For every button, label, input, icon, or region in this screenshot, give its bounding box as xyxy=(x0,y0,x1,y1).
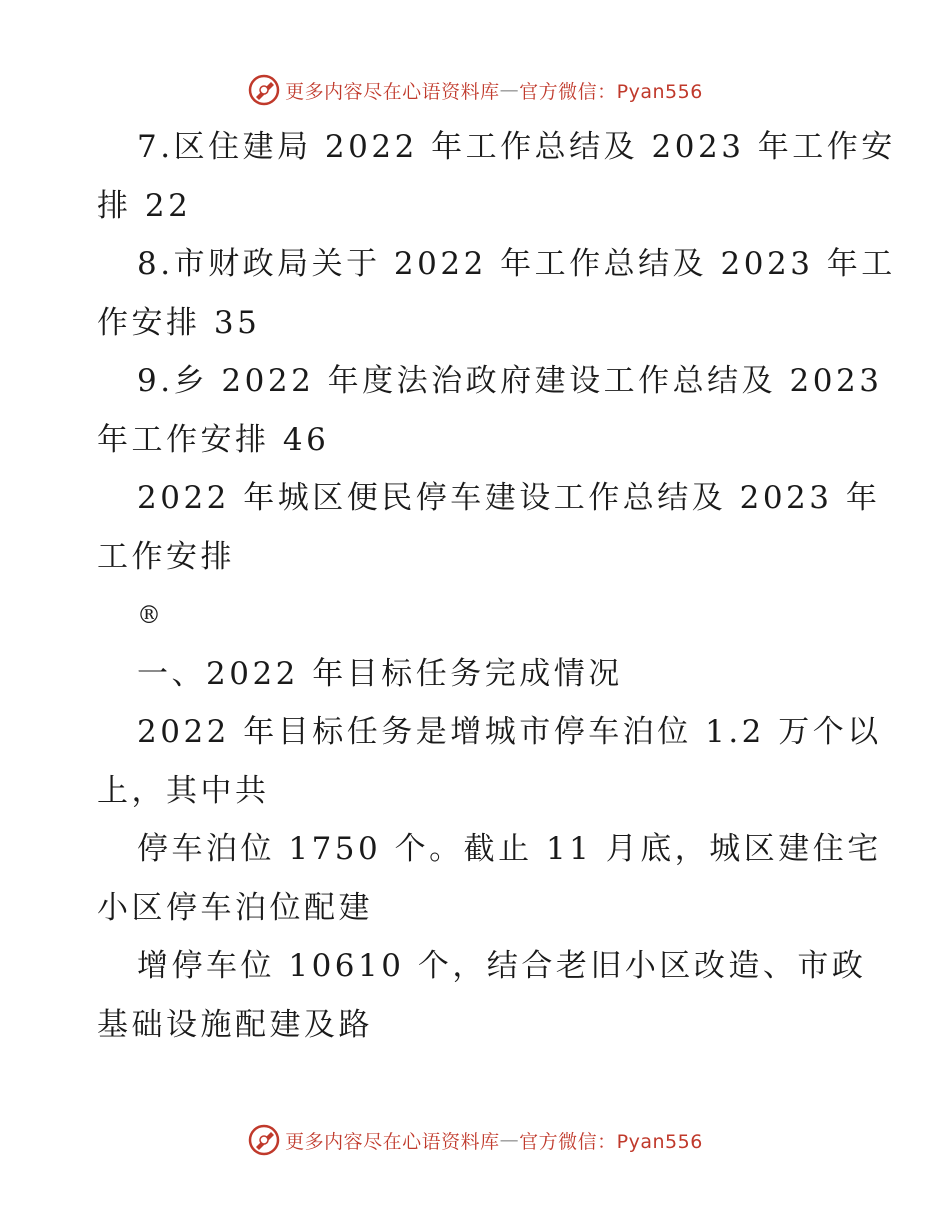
paragraph-line: 增停车位 10610 个，结合老旧小区改造、市政 xyxy=(137,948,867,984)
footer-watermark xyxy=(0,1120,950,1160)
paragraph-line: 上，其中共 xyxy=(97,772,270,809)
watermark-logo-icon xyxy=(247,73,281,107)
registered-symbol: ® xyxy=(137,601,165,629)
watermark-brand: 更多内容尽在心语资料库 xyxy=(285,80,500,103)
watermark-contact: 官方微信：Pyan556 xyxy=(519,80,703,103)
toc-item-7: 7.区住建局 2022 年工作总结及 2023 年工作安 xyxy=(137,129,896,165)
paragraph-line: 停车泊位 1750 个。截止 11 月底，城区建住宅 xyxy=(137,831,882,867)
watermark-brand: 更多内容尽在心语资料库 xyxy=(285,1130,500,1153)
header-watermark xyxy=(0,70,950,110)
document-title-cont: 工作安排 xyxy=(97,538,235,575)
toc-item-9: 9.乡 2022 年度法治政府建设工作总结及 2023 xyxy=(137,363,883,399)
paragraph-line: 基础设施配建及路 xyxy=(97,1006,373,1043)
document-title: 2022 年城区便民停车建设工作总结及 2023 年 xyxy=(137,480,881,516)
toc-item-8-cont: 作安排 35 xyxy=(97,304,261,341)
toc-item-9-cont: 年工作安排 46 xyxy=(97,421,330,458)
document-body xyxy=(97,118,896,1054)
watermark-logo-icon xyxy=(247,1123,281,1157)
paragraph-line: 小区停车泊位配建 xyxy=(97,889,373,926)
watermark-separator: — xyxy=(499,1129,520,1151)
watermark-contact: 官方微信：Pyan556 xyxy=(519,1130,703,1153)
toc-item-8: 8.市财政局关于 2022 年工作总结及 2023 年工 xyxy=(137,246,896,282)
toc-item-7-cont: 排 22 xyxy=(97,187,192,224)
watermark-separator: — xyxy=(499,79,520,101)
section-heading: 一、2022 年目标任务完成情况 xyxy=(137,655,623,692)
paragraph-line: 2022 年目标任务是增城市停车泊位 1.2 万个以 xyxy=(137,714,882,750)
